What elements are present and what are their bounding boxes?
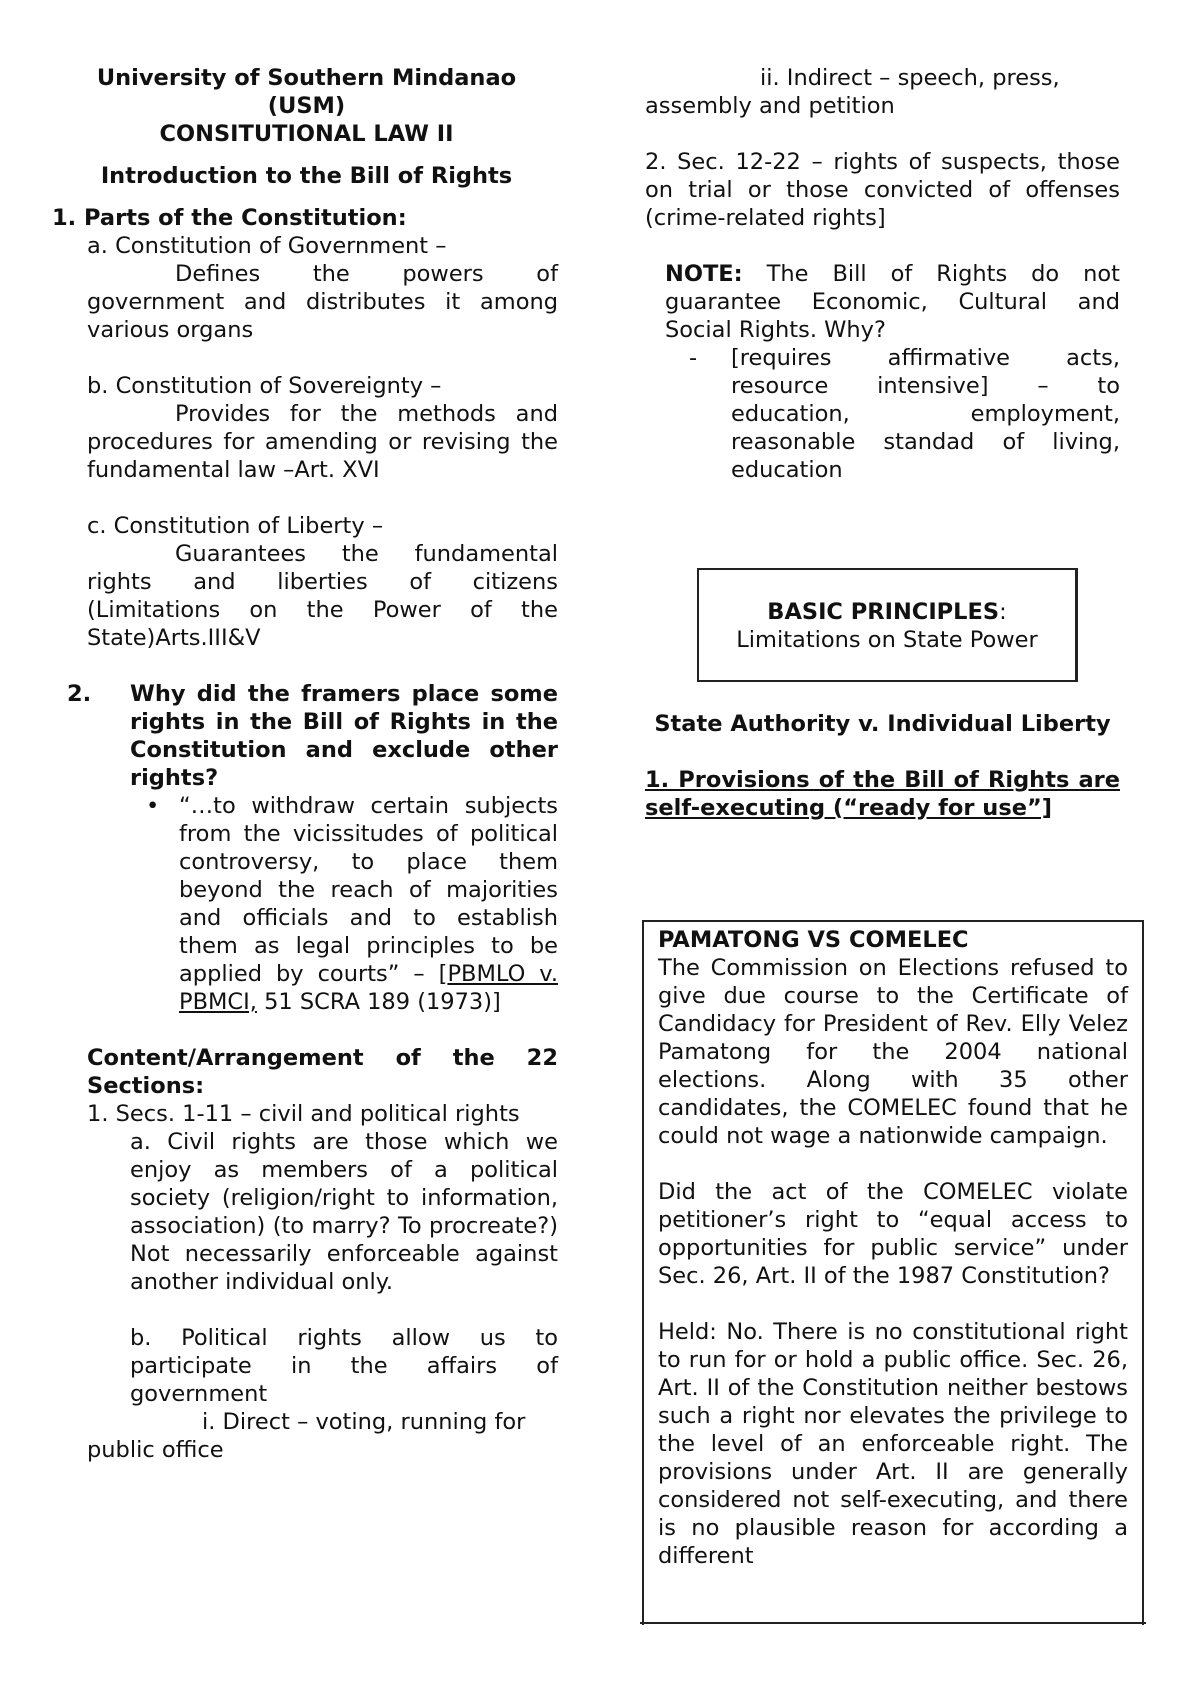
- part-a-heading: a. Constitution of Government –: [87, 233, 447, 259]
- note-dash-item: [645, 344, 1120, 484]
- case-issue: Did the act of the COMELEC violate petitioner’s right to “equal access to opportunities for public service” under Sec. 26, Art. II of the 1987 Constitution?: [658, 1179, 1128, 1289]
- basic-principles-box: [697, 568, 1078, 682]
- note-label: NOTE:: [665, 261, 743, 287]
- quote-text: [179, 792, 558, 1016]
- civil-rights: a. Civil rights are those which we enjoy as members of a political society (religion/right to information, association) (to marry? To procreate?) Not necessarily enforceable against another individual only.: [130, 1129, 558, 1295]
- principles-colon: :: [999, 599, 1007, 625]
- case-box-bottom-border: [640, 1622, 1146, 1624]
- case-title: PAMATONG VS COMELEC: [658, 927, 969, 953]
- principles-subtitle: Limitations on State Power: [736, 627, 1038, 653]
- part-c-heading: c. Constitution of Liberty –: [87, 513, 384, 539]
- indirect-rights: ii. Indirect – speech, press, assembly and petition: [645, 65, 1060, 119]
- note: [645, 260, 1120, 344]
- course-title: CONSITUTIONAL LAW II: [159, 121, 454, 147]
- question-2-number: 2.: [67, 681, 92, 707]
- bullet-marker: •: [146, 793, 160, 819]
- state-authority-heading: State Authority v. Individual Liberty: [654, 711, 1111, 737]
- political-rights: b. Political rights allow us to participate in the affairs of government: [130, 1325, 558, 1407]
- direct-rights: i. Direct – voting, running for public office: [87, 1409, 526, 1463]
- section-heading-parts: 1. Parts of the Constitution:: [52, 205, 407, 231]
- document-title: Introduction to the Bill of Rights: [100, 163, 513, 189]
- content-section: [55, 1044, 558, 1464]
- case-citation: PBMLO v. PBMCI,: [179, 961, 559, 1015]
- citation-rest: 51 SCRA 189 (1973)]: [256, 989, 501, 1015]
- left-column: [52, 64, 559, 1464]
- question-2-text: Why did the framers place some rights in the Bill of Rights in the Constitution and exclude other rights?: [130, 681, 558, 791]
- note-text: The Bill of Rights do not guarantee Economic, Cultural and Social Rights. Why?: [665, 261, 1120, 343]
- note-dash-text: [requires affirmative acts, resource intensive] – to education, employment, reasonable standad of living, education: [731, 345, 1120, 483]
- university-name: University of Southern Mindanao: [96, 65, 517, 91]
- case-held: Held: No. There is no constitutional right to run for or hold a public office. Sec. 26, Art. II of the Constitution neither bestows such a right nor elevates the privilege to the level of an enforceable right. The provisions under Art. II are generally considered not self-executing, and there is no plausible reason for according a different: [658, 1319, 1128, 1569]
- part-b-heading: b. Constitution of Sovereignty –: [87, 373, 442, 399]
- case-facts: The Commission on Elections refused to give due course to the Certificate of Candidacy for President of Rev. Elly Velez Pamatong for the 2004 national elections. Along with 35 other candidates, the COMELEC found that he could not wage a nationwide campaign.: [658, 955, 1128, 1149]
- part-a-body: Defines the powers of government and distributes it among various organs: [87, 261, 558, 343]
- dash-marker: -: [689, 345, 698, 371]
- part-c-body: Guarantees the fundamental rights and liberties of citizens (Limitations on the Power of the State)Arts.III&V: [87, 541, 558, 651]
- provisions-heading: 1. Provisions of the Bill of Rights are self-executing (“ready for use”]: [645, 767, 1120, 821]
- right-column: [645, 64, 1120, 822]
- sec-12-22: 2. Sec. 12-22 – rights of suspects, those on trial or those convicted of offenses (crime-related rights]: [645, 149, 1120, 231]
- part-a: [55, 232, 558, 652]
- case-box: [642, 920, 1144, 1625]
- content-heading: Content/Arrangement of the 22 Sections:: [87, 1045, 558, 1099]
- university-abbr: (USM): [267, 93, 346, 119]
- secs-1-11: 1. Secs. 1-11 – civil and political rights: [87, 1101, 520, 1127]
- quote-body: “…to withdraw certain subjects from the vicissitudes of political controversy, to place them beyond the reach of majorities and officials and to establish them as legal principles to be applied by courts” – [: [179, 793, 558, 987]
- part-b-body: Provides for the methods and procedures for amending or revising the fundamental law –Art. XVI: [87, 401, 558, 483]
- principles-title: BASIC PRINCIPLES: [767, 599, 1000, 625]
- quote-bullet: [55, 792, 558, 1016]
- question-2: [55, 680, 558, 792]
